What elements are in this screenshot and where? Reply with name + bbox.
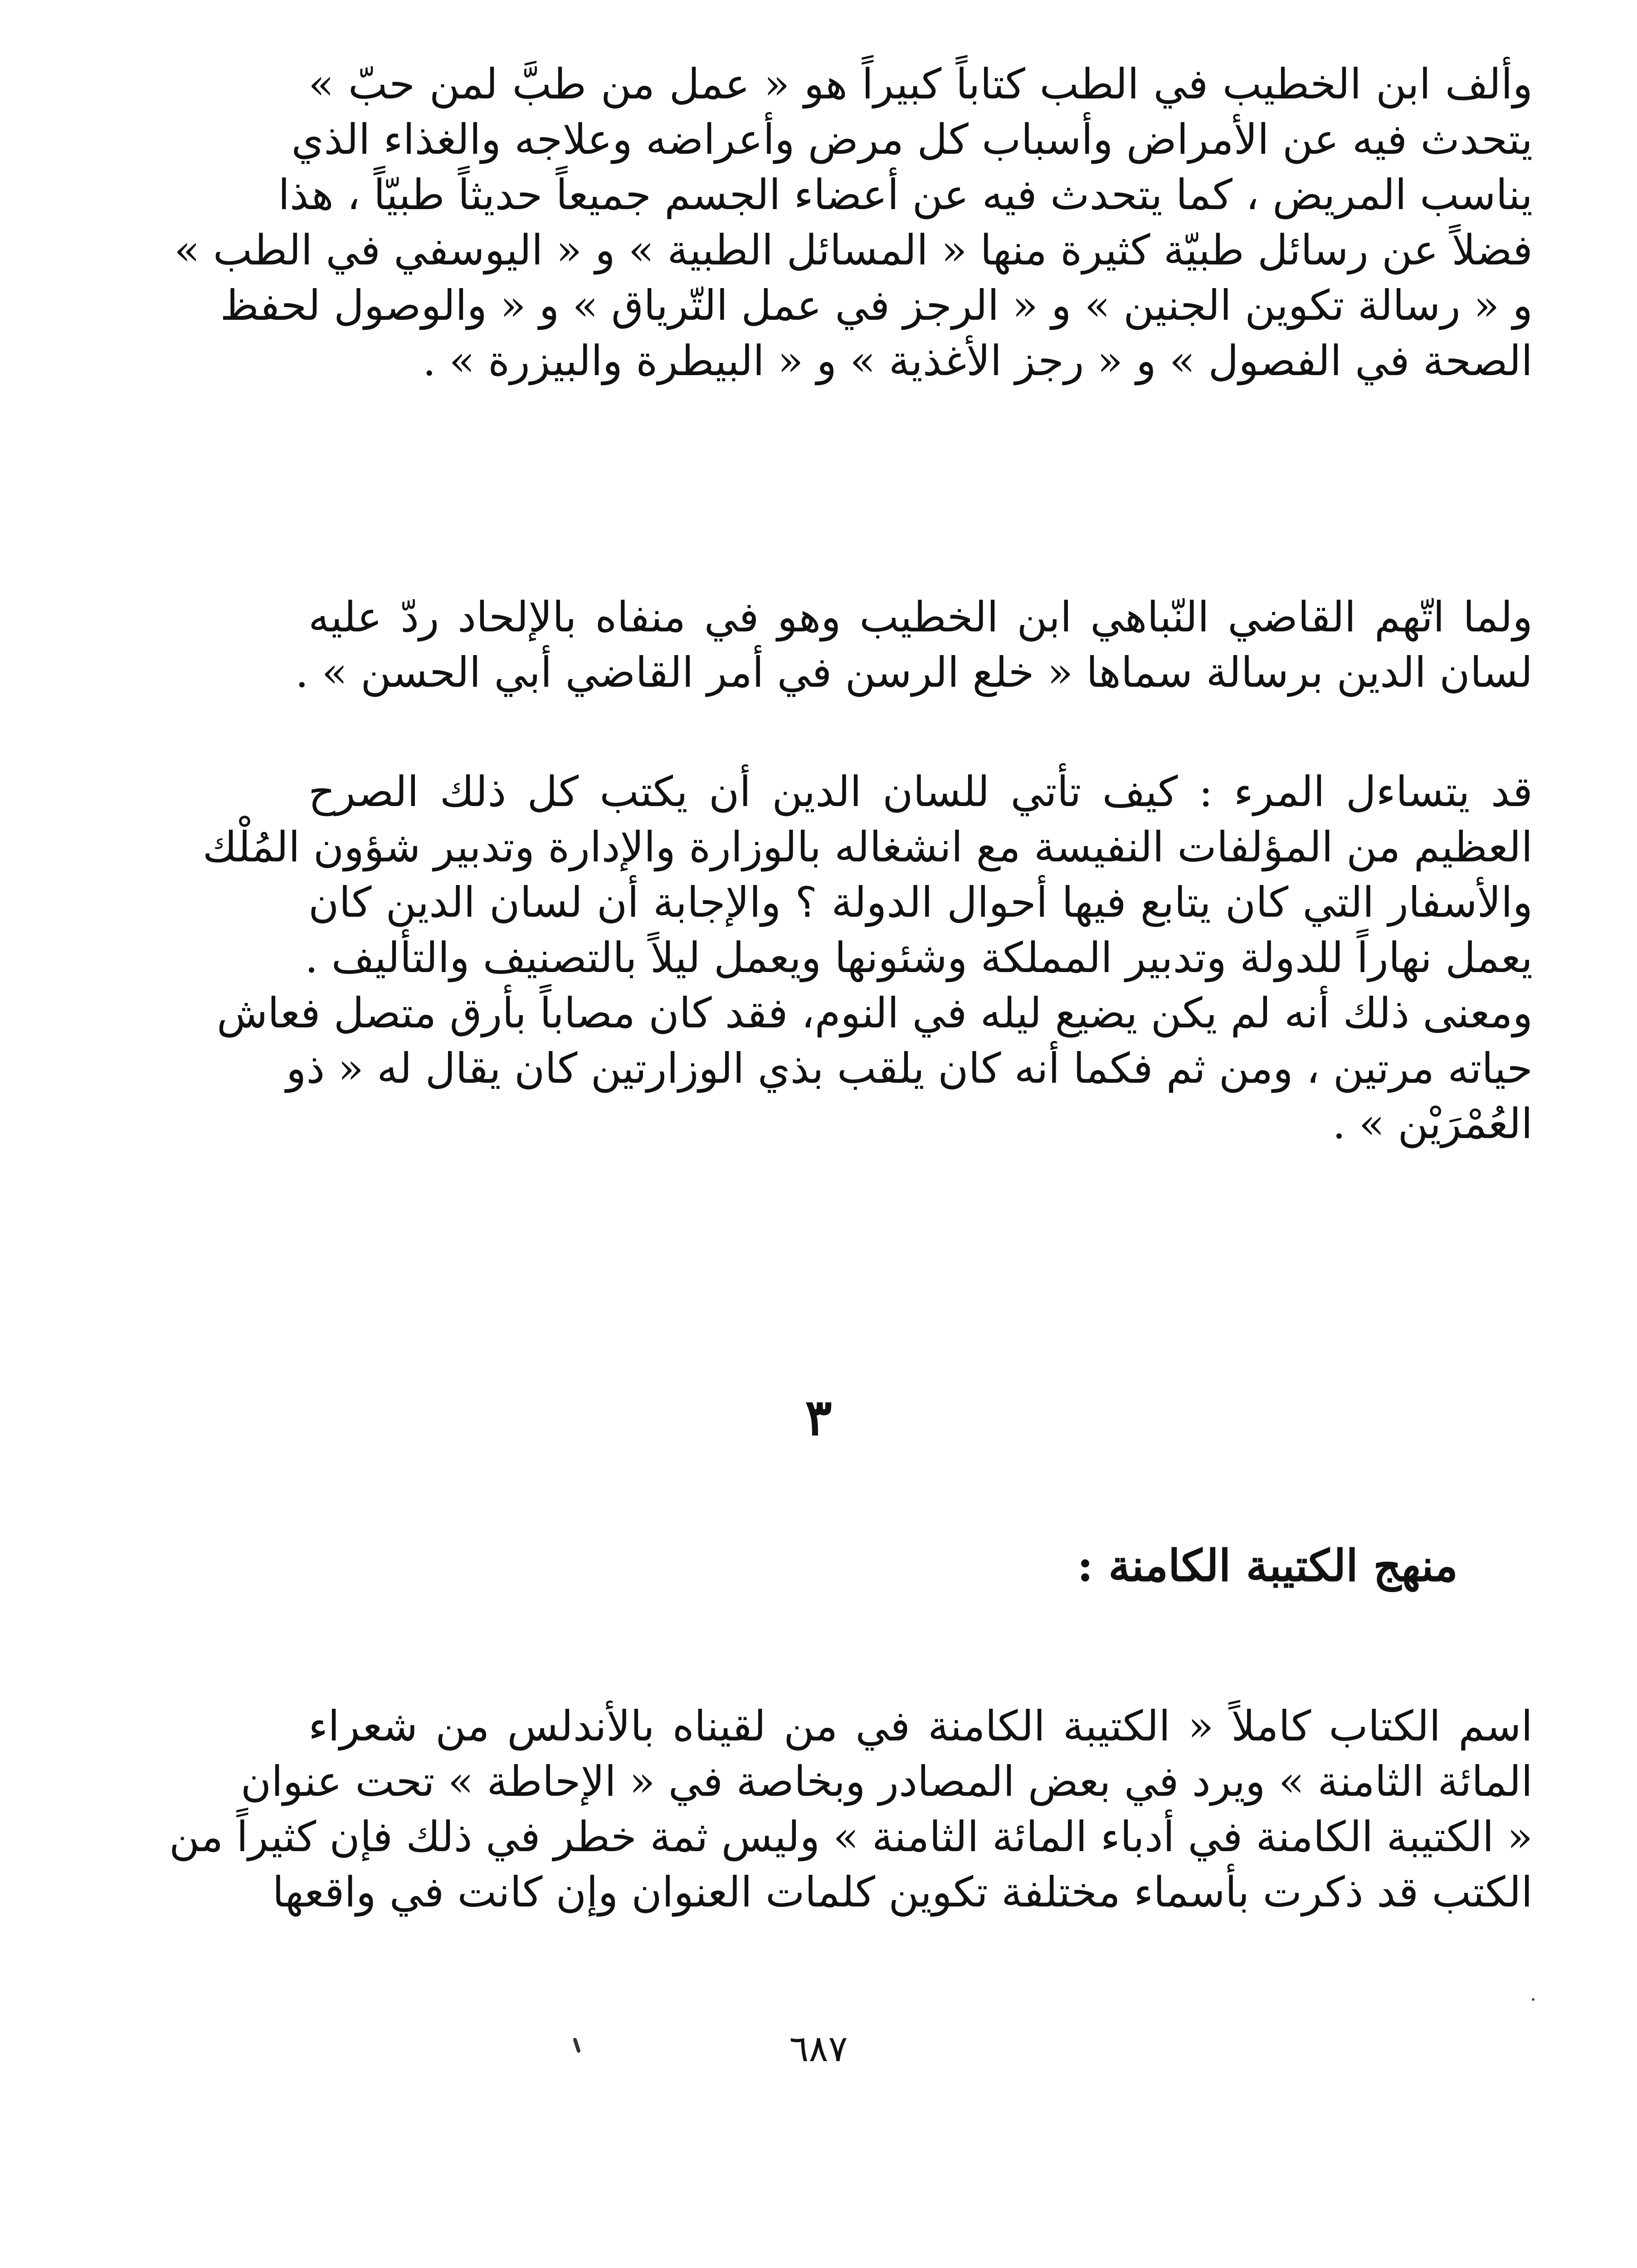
paragraph-medical-works (174, 57, 1533, 389)
section-heading: منهج الكتيبة الكامنة : (1077, 1540, 1458, 1591)
text-line: قد يتساءل المرء : كيف تأتي للسان الدين أن يكتب كل ذلك الصرح (308, 767, 1533, 816)
text-line: العُمْرَيْن » . (1332, 1100, 1533, 1148)
page-number: ٦٨٧ (789, 2028, 848, 2070)
text-line: وألف ابن الخطيب في الطب كتاباً كبيراً هو « عمل من طبَّ لمن حبّ » (308, 60, 1533, 108)
text-line: فضلاً عن رسائل طبيّة كثيرة منها « المسائل الطبية » و « اليوسفي في الطب » (174, 226, 1533, 274)
text-line: و « رسالة تكوين الجنين » و « الرجز في عمل التّرياق » و « والوصول لحفظ (220, 281, 1533, 330)
text-line: الكتب قد ذكرت بأسماء مختلفة تكوين كلمات العنوان وإن كانت في واقعها (272, 1868, 1533, 1916)
text-line: لسان الدين برسالة سماها « خلع الرسن في أمر القاضي أبي الحسن » . (295, 648, 1533, 697)
text-line: يعمل نهاراً للدولة وتدبير المملكة وشئونها ويعمل ليلاً بالتصنيف والتأليف . (305, 934, 1533, 982)
paragraph-productivity (202, 764, 1533, 1152)
text-line: « الكتيبة الكامنة في أدباء المائة الثامنة » وليس ثمة خطر في ذلك فإن كثيراً من (169, 1813, 1533, 1861)
text-line: العظيم من المؤلفات النفيسة مع انشغاله بالوزارة والإدارة وتدبير شؤون المُلْك (202, 823, 1533, 871)
section-number: ٣ (805, 1388, 832, 1447)
paragraph-nubahi-accusation (295, 590, 1533, 700)
scan-dot (1532, 1998, 1535, 2001)
text-line: ولما اتّهم القاضي النّباهي ابن الخطيب وهو في منفاه بالإلحاد ردّ عليه (308, 593, 1533, 641)
text-line: ومعنى ذلك أنه لم يكن يضيع ليله في النوم، فقد كان مصاباً بأرق متصل فعاش (216, 989, 1533, 1037)
text-line: الصحة في الفصول » و « رجز الأغذية » و « البيطرة والبيزرة » . (423, 337, 1533, 385)
text-line: والأسفار التي كان يتابع فيها أحوال الدولة ؟ والإجابة أن لسان الدين كان (308, 878, 1533, 927)
text-line: اسم الكتاب كاملاً « الكتيبة الكامنة في من لقيناه بالأندلس من شعراء (308, 1702, 1533, 1750)
text-line: يناسب المريض ، كما يتحدث فيه عن أعضاء الجسم جميعاً حديثاً طبيّاً ، هذا (278, 171, 1533, 219)
text-line: يتحدث فيه عن الأمراض وأسباب كل مرض وأعراضه وعلاجه والغذاء الذي (291, 115, 1533, 164)
paragraph-book-title (169, 1699, 1533, 1920)
text-line: حياته مرتين ، ومن ثم فكما أنه كان يلقب بذي الوزارتين كان يقال له « ذو (286, 1044, 1533, 1093)
text-line: المائة الثامنة » ويرد في بعض المصادر وبخاصة في « الإحاطة » تحت عنوان (240, 1757, 1533, 1806)
